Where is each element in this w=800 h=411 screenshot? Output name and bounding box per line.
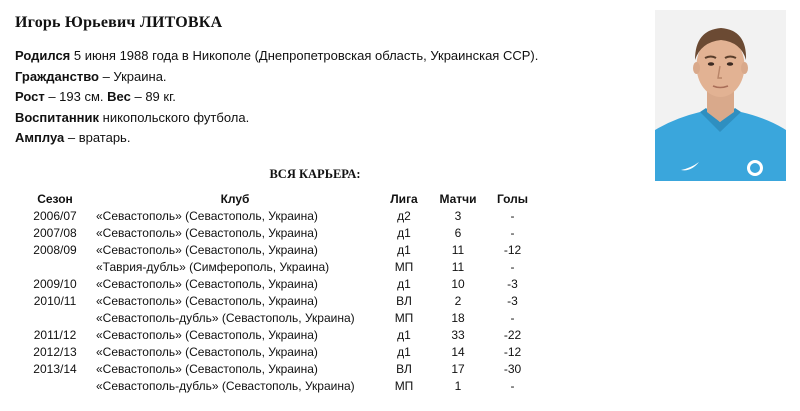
citizenship-label: Гражданство: [15, 68, 99, 84]
career-row: [0, 276, 600, 293]
row-goals: -3: [507, 277, 518, 291]
row-club: «Севастополь-дубль» (Севастополь, Украина): [96, 311, 355, 325]
row-club: «Севастополь» (Севастополь, Украина): [96, 294, 318, 308]
row-season: 2007/08: [33, 226, 77, 240]
row-club: «Севастополь» (Севастополь, Украина): [96, 209, 318, 223]
career-header-row: [0, 191, 600, 208]
height-label: Рост: [15, 89, 45, 104]
career-row: [0, 310, 600, 327]
career-row: [0, 208, 600, 225]
row-season: 2013/14: [33, 362, 77, 376]
row-goals: -30: [503, 362, 522, 376]
row-club: «Севастополь» (Севастополь, Украина): [96, 243, 318, 257]
row-club: «Севастополь» (Севастополь, Украина): [96, 328, 318, 342]
career-row: [0, 378, 600, 395]
row-league: д1: [397, 277, 411, 291]
row-goals: -: [510, 209, 515, 223]
row-goals: -3: [507, 294, 518, 308]
row-goals: -22: [503, 328, 522, 342]
row-league: д1: [397, 243, 411, 257]
row-matches: 18: [451, 311, 465, 325]
row-league: МП: [394, 379, 414, 393]
header-club: Клуб: [220, 192, 250, 206]
row-league: ВЛ: [396, 362, 412, 376]
row-matches: 6: [454, 226, 462, 240]
row-club: «Севастополь» (Севастополь, Украина): [96, 226, 318, 240]
row-season: 2010/11: [33, 294, 77, 308]
row-club: «Севастополь-дубль» (Севастополь, Украина): [96, 379, 355, 393]
header-goals: Голы: [496, 192, 529, 206]
career-title: ВСЯ КАРЬЕРА:: [269, 167, 361, 181]
row-matches: 3: [454, 209, 462, 223]
row-matches: 11: [451, 243, 465, 257]
header-season: Сезон: [37, 192, 73, 206]
row-matches: 10: [451, 277, 465, 291]
position-value: – вратарь.: [67, 130, 131, 145]
bio-academy: [15, 108, 538, 129]
row-club: «Таврия-дубль» (Симферополь, Украина): [96, 260, 330, 274]
career-table: [0, 191, 600, 395]
row-matches: 33: [451, 328, 465, 342]
row-league: д1: [397, 345, 411, 359]
row-league: д1: [397, 328, 411, 342]
row-goals: -: [510, 260, 515, 274]
bio-born: [15, 46, 538, 67]
row-club: «Севастополь» (Севастополь, Украина): [96, 277, 318, 291]
row-league: д1: [397, 226, 411, 240]
bio-height-weight: [15, 87, 538, 108]
row-matches: 1: [454, 379, 462, 393]
row-goals: -12: [503, 345, 522, 359]
height-value: – 193 см.: [48, 89, 104, 104]
weight-value: – 89 кг.: [134, 89, 176, 104]
bio-position: [15, 128, 538, 149]
bio-citizenship: [15, 67, 538, 88]
academy-label: Воспитанник: [15, 109, 100, 125]
row-season: 2006/07: [33, 209, 77, 223]
player-photo: [655, 10, 786, 181]
born-label: Родился: [15, 48, 71, 63]
career-row: [0, 327, 600, 344]
position-label: Амплуа: [15, 130, 65, 145]
row-goals: -: [510, 226, 515, 240]
row-matches: 17: [451, 362, 465, 376]
row-league: д2: [397, 209, 411, 223]
row-goals: -: [510, 311, 515, 325]
citizenship-value: – Украина.: [102, 68, 167, 84]
header-league: Лига: [390, 192, 418, 206]
career-row: [0, 293, 600, 310]
row-matches: 2: [454, 294, 462, 308]
row-league: МП: [394, 311, 414, 325]
career-row: [0, 361, 600, 378]
born-value: 5 июня 1988 года в Никополе (Днепропетровская область, Украинская ССР).: [73, 48, 539, 63]
row-season: 2011/12: [33, 328, 77, 342]
row-goals: -12: [503, 243, 522, 257]
row-matches: 14: [451, 345, 465, 359]
row-season: 2008/09: [33, 243, 77, 257]
player-bio: [15, 46, 538, 149]
career-row: [0, 259, 600, 276]
weight-label: Вес: [107, 89, 131, 104]
row-club: «Севастополь» (Севастополь, Украина): [96, 362, 318, 376]
row-league: МП: [394, 260, 414, 274]
row-season: 2012/13: [33, 345, 77, 359]
player-name: Игорь Юрьевич ЛИТОВКА: [15, 14, 223, 31]
row-league: ВЛ: [396, 294, 412, 308]
row-season: 2009/10: [33, 277, 77, 291]
career-row: [0, 344, 600, 361]
row-club: «Севастополь» (Севастополь, Украина): [96, 345, 318, 359]
career-row: [0, 242, 600, 259]
career-row: [0, 225, 600, 242]
row-matches: 11: [451, 260, 465, 274]
player-portrait-image: [655, 10, 786, 181]
header-matches: Матчи: [439, 192, 477, 206]
academy-value: никопольского футбола.: [102, 109, 250, 125]
row-goals: -: [510, 379, 515, 393]
